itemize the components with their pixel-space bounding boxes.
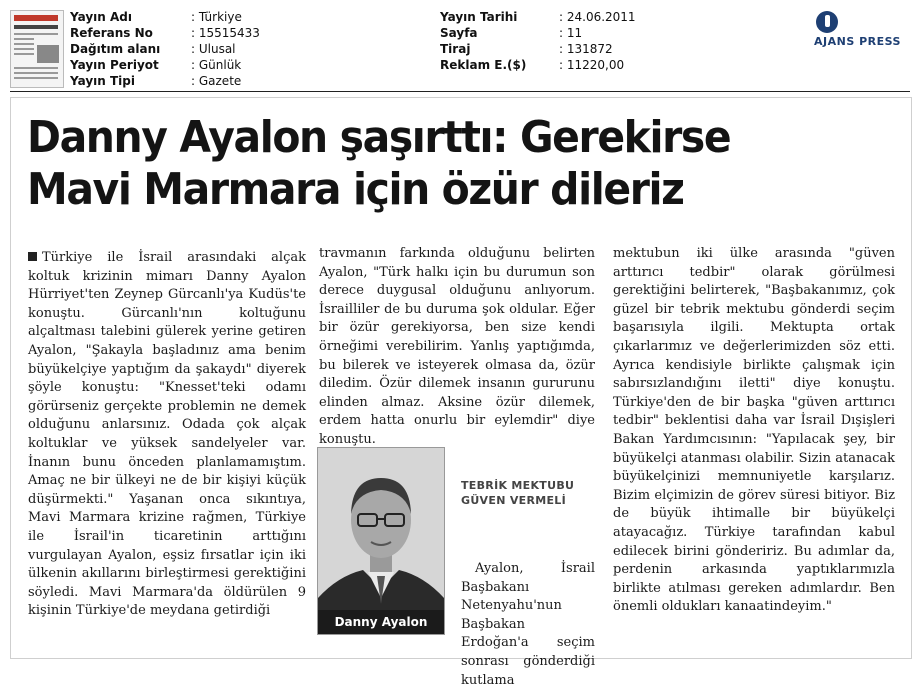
logo-text: AJANS PRESS	[814, 35, 901, 48]
lead-square-icon	[28, 252, 37, 261]
article-column-3	[613, 245, 895, 617]
article-column-1	[28, 249, 306, 621]
article-clipping	[10, 97, 912, 688]
column-2-text: travmanın farkında olduğunu belirten Ayalon, "Türk halkı için bu durumun son derece duygusal olduğunu anlıyorum. İsrailliler de bu duruma şok oldular. Eğer bir özür gerekiyorsa, ben size kendi örneğimi verebilirim. Yanlış yaptığımda, bu bilerek ve isteyerek olmasa da, özür diledim. Özür dilemek insanın gururunu elinden almaz. Aksine özür dilemek, erdem hatta onurlu bir eylemdir" diye konuştu.	[319, 246, 595, 447]
article-column-2	[319, 245, 595, 450]
column-1-text: Türkiye ile İsrail arasındaki alçak koltuk krizinin mimarı Danny Ayalon Hürriyet'ten Zeynep Gürcanlı'ya Kudüs'te konuştu. Gürcanlı'nın koltuğunu alçaltması talebini gülerek yerine getiren Ayalon, "Şakayla başladınız ama benim büyükelçiye yaptığım da şakaydı" diyerek şöyle konuştu: "Knesset'teki odamı görürseniz gerçekte problemin ne demek olduğunu anlarsınız. Odada çok alçak koltuklar ve yüksek sandelyeler var. İnanın bunu önceden planlamamıştım. Amaç ne bir ülkeyi ne de bir kişiyi küçük düşürmekti." Yaşanan onca sıkıntıya, Mavi Marmara krizine rağmen, Türkiye ile İsrail'in ticaretinin arttığını vurgulayan Ayalon, eşsiz fırsatlar için iki ülkenin akıllarını birleştirmesi gerektiğini söyledi. Mavi Marmara'da öldürülen 9 kişinin Türkiye'de meydana getirdiği	[28, 250, 306, 619]
headline-line-1: Danny Ayalon şaşırttı: Gerekirse	[27, 112, 731, 163]
article-headline	[27, 112, 842, 216]
subheading-line-1: TEBRİK MEKTUBU	[461, 479, 575, 492]
subheading-line-2: GÜVEN VERMELİ	[461, 494, 566, 507]
column-2-continued-text: Ayalon, İsrail Başbakanı Netenyahu'nun Başbakan Erdoğan'a seçim sonrası gönderdiği kutlama	[461, 561, 595, 688]
article-column-2-continued	[461, 560, 595, 690]
clipping-thumbnail	[10, 10, 64, 88]
portrait-image	[318, 448, 444, 634]
ajans-press-logo	[814, 11, 910, 51]
article-subheading	[461, 478, 601, 508]
headline-line-2: Mavi Marmara için özür dileriz	[27, 164, 684, 215]
photo-caption: Danny Ayalon	[318, 610, 444, 634]
danny-ayalon-photo	[317, 447, 445, 635]
ajans-press-logo-icon	[816, 11, 838, 33]
header-divider	[10, 91, 910, 92]
column-3-text: mektubun iki ülke arasında "güven arttırıcı tedbir" olarak görülmesi gerektiğini belirterek, "Başbakanımız, çok güzel bir tebrik mektubu gönderdi seçim başarısıyla ilgili. Mektupta ortak çıkarlarımız ve değerlerimizden söz etti. Ayrıca kendisiyle birlikte çalışmak için sabırsızlandığını iletti" diye konuştu. Türkiye'den de bir başka "güven arttırıcı tedbir" beklentisi daha var İsrail Dışişleri Bakan Yardımcısının: "Yapılacak şey, bir büyükelçi atanması olabilir. Sizin atanacak büyükelçinizi memnuniyetle karşılarız. Bizim elçimizin de görev süresi bitiyor. Biz de büyük ihtimalle bir büyükelçi atayacağız. Türkiye tarafından kabul edilecek birini göndeririz. Bu adımlar da, perdenin arkasında yaptıklarımızla birlikte atılması gereken adımlardır. Ben önemli oldukları kanaatindeyim."	[613, 246, 895, 615]
